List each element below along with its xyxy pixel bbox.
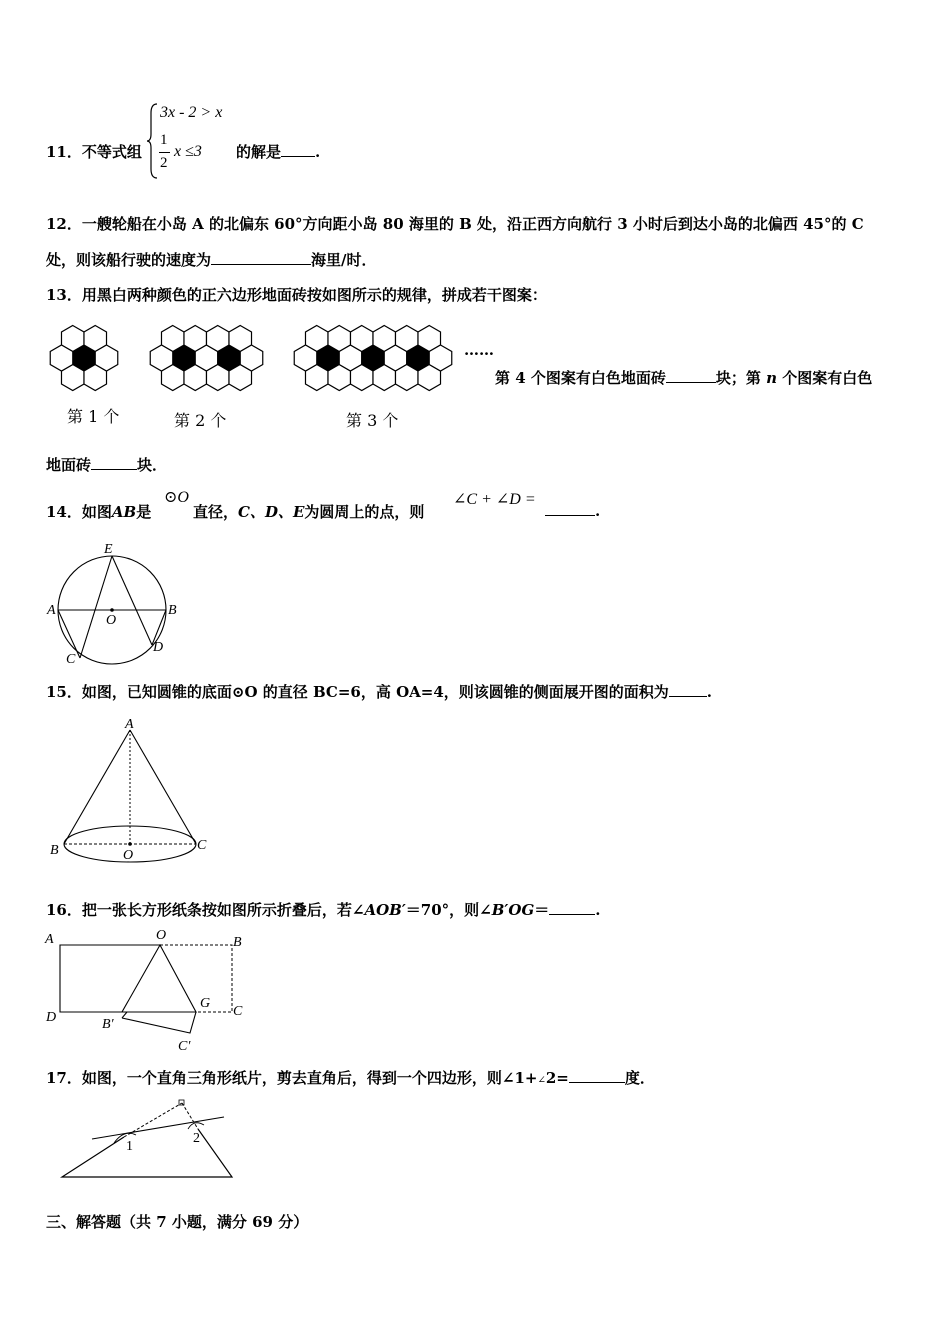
white-hex-tile [206, 326, 229, 352]
q14-text2: 直径，C、D、E为圆周上的点，则 [193, 503, 425, 521]
q11-suffix: 的解是 . [236, 143, 321, 161]
q14-label-e: E [104, 542, 113, 557]
q16-label-b: B [233, 935, 242, 950]
q16-label-o: O [156, 928, 167, 943]
q12-line2: 处，则该船行驶的速度为 海里/时． [46, 251, 377, 269]
q16-text: 16．把一张长方形纸条按如图所示折叠后，若∠AOB′＝70°，则∠B′OG＝ . [46, 901, 601, 919]
white-hex-tile [395, 365, 418, 391]
q16-label-g: G [200, 996, 211, 1011]
q13-caption-2: 第 2 个 [174, 411, 227, 430]
q11-frac-den: 2 [160, 155, 168, 171]
q16-label-a: A [45, 932, 54, 947]
white-hex-tile [50, 345, 73, 371]
white-hex-tile [395, 326, 418, 352]
q16-folded-strip-figure [44, 930, 254, 1060]
q14-circle-o: ⊙O [164, 489, 189, 506]
q17-label-1: 1 [126, 1139, 133, 1154]
q13-ellipsis: …… [464, 341, 494, 359]
q11-brace [146, 101, 160, 181]
q17-label-2: 2 [193, 1131, 200, 1146]
q14-blank: . [545, 501, 600, 520]
q16-label-c: C [233, 1004, 243, 1019]
q13-caption-3: 第 3 个 [346, 411, 399, 430]
q14-label-d: D [153, 640, 164, 655]
q13-caption-1: 第 1 个 [67, 407, 120, 426]
q12-line1: 12．一艘轮船在小岛 A 的北偏东 60°方向距小岛 80 海里的 B 处，沿正西方向航行 3 小时后到达小岛的北偏西 45°的 C [46, 215, 864, 233]
section3-title: 三、解答题（共 7 小题，满分 69 分） [46, 1213, 309, 1231]
q13-line1: 13．用黑白两种颜色的正六边形地面砖按如图所示的规律，拼成若干图案： [46, 286, 547, 304]
q15-label-b: B [50, 843, 59, 858]
q14-label-a: A [47, 603, 56, 618]
q16-label-b-prime: B′ [102, 1017, 114, 1032]
q14-text: 14．如图AB是 [46, 503, 152, 521]
white-hex-tile [294, 345, 317, 371]
q17-triangle-figure [56, 1095, 246, 1185]
q15-label-a: A [125, 717, 134, 732]
q11-number: 11．不等式组 [46, 143, 142, 161]
q15-text: 15．如图，已知圆锥的底面⊙O 的直径 BC=6，高 OA=4，则该圆锥的侧面展开图的面积为 . [46, 683, 713, 701]
white-hex-tile [350, 365, 373, 391]
q13-line3: 地面砖 块． [46, 456, 168, 474]
q11-system-line1: 3x - 2 > x [160, 104, 223, 121]
white-hex-tile [240, 345, 263, 371]
white-hex-tile [206, 365, 229, 391]
q13-hexagon-patterns [44, 318, 484, 398]
white-hex-tile [150, 345, 173, 371]
q16-label-d: D [46, 1010, 57, 1025]
q17-text: 17．如图，一个直角三角形纸片，剪去直角后，得到一个四边形，则∠1+∠2= 度． [46, 1069, 655, 1087]
q11-system-line2: x ≤3 [174, 143, 202, 160]
q15-label-c: C [197, 838, 207, 853]
q14-label-c: C [66, 652, 76, 667]
q13-side-text: 第 4 个图案有白色地面砖 块；第 n 个图案有白色 [495, 369, 873, 387]
white-hex-tile [429, 345, 452, 371]
q14-label-o: O [106, 613, 117, 628]
white-hex-tile [95, 345, 118, 371]
q14-label-b: B [168, 603, 177, 618]
q11-frac-num: 1 [160, 132, 168, 148]
white-hex-tile [350, 326, 373, 352]
q11-frac-bar [159, 152, 170, 153]
q15-label-o: O [123, 848, 134, 863]
q16-label-c-prime: C′ [178, 1039, 191, 1054]
q14-expr: ∠C + ∠D = [453, 491, 536, 508]
